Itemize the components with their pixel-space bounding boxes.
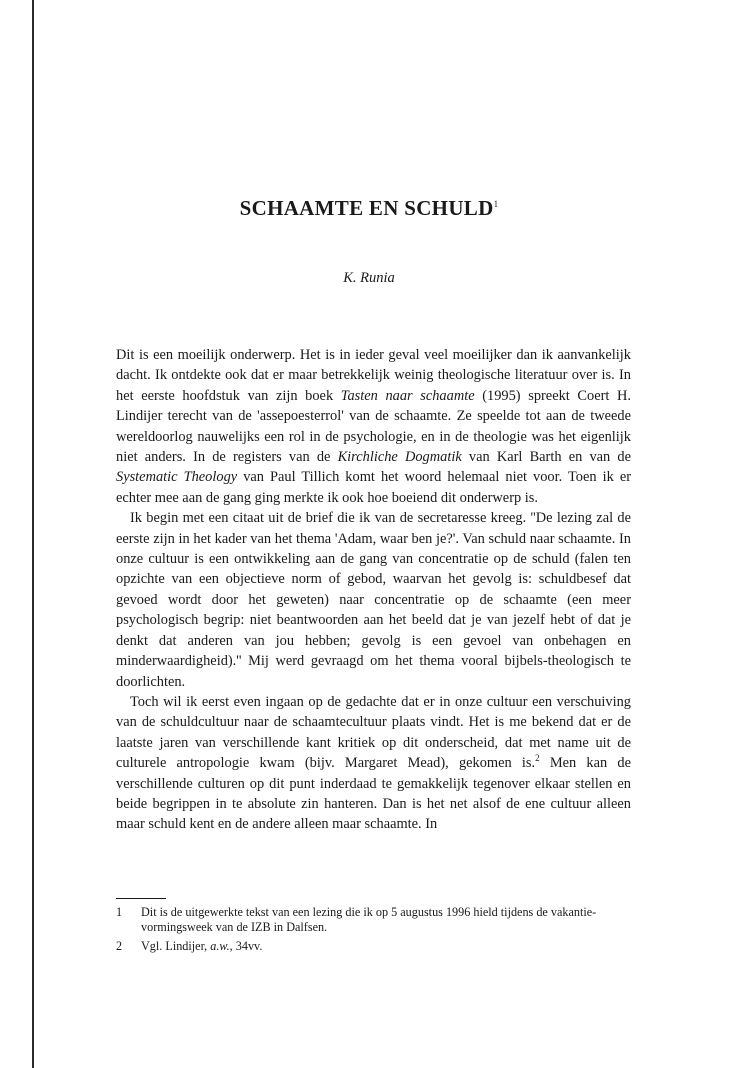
footnote-separator (116, 898, 166, 899)
article-title (0, 196, 738, 221)
footnote-1 (116, 905, 631, 935)
footnote-number: 1 (116, 905, 123, 919)
book-title-kirchliche-dogmatik: Kirchliche Dogmatik (337, 449, 462, 466)
article-title-text: SCHAAMTE EN SCHULD (239, 196, 494, 220)
page-binding-edge (32, 0, 34, 1068)
footnote-number: 2 (116, 939, 123, 953)
article-author: K. Runia (343, 270, 395, 286)
footnote-text: Dit is de uitgewerkte tekst van een lezing die ik op 5 augustus 1996 hield tijdens de vakantie-vormingsweek van de IZB in Dalfsen. (141, 905, 597, 934)
title-footnote-marker: 1 (493, 199, 499, 209)
article-body (116, 345, 631, 835)
footnote-text: Vgl. Lindijer, a.w., 34vv. (141, 939, 263, 953)
footnotes (116, 905, 631, 958)
book-title-tasten: Tasten naar schaamte (340, 387, 475, 404)
paragraph-1: Dit is een moeilijk onderwerp. Het is in ieder geval veel moeilijker dan ik aanvankelijk dacht. Ik ontdekte ook dat er maar betrekkelijk weinig theologische literatuur over is. In het eerste hoofdstuk van zijn boek Tasten naar schaamte (1995) spreekt Coert H. Lindijer terecht van de 'assepoesterrol' van de schaamte. Ze speelde tot aan de tweede wereldoorlog nauwelijks een rol in de psychologie, en in de theologie was het eigenlijk niet anders. In de registers van de Kirchliche Dogmatik van Karl Barth en van de Systematic Theology van Paul Tillich komt het woord helemaal niet voor. Toen ik er echter mee aan de gang ging merkte ik ook hoe boeiend dit onderwerp is. (116, 347, 632, 506)
footnote-marker-2: 2 (535, 753, 540, 764)
paragraph-3: Toch wil ik eerst even ingaan op de gedachte dat er in onze cultuur een verschuiving van de schuldcultuur naar de schaamtecultuur plaats vindt. Het is me bekend dat er de laatste jaren van verschillende kant kritiek op dit onderscheid, dat met name uit de culturele antropologie kwam (bijv. Margaret Mead), gekomen is.$^2$ Men kan de verschillende culturen op dit punt inderdaad te gemakkelijk tegenover elkaar stellen en beide begrippen in te absolute zin hanteren. Dan is het net alsof de ene cultuur alleen maar schuld kent en de andere alleen maar schaamte. In (116, 693, 631, 833)
paragraph-2: Ik begin met een citaat uit de brief die ik van de secretaresse kreeg. ''De lezing zal de eerste zijn in het kader van het thema 'Adam, waar ben je?'. Van schuld naar schaamte. In onze cultuur is een ontwikkeling aan de gang van concentratie op de schuld (falen ten opzichte van een objectieve norm of gebod, waarvan het gevolg is: schuldbesef dat gevoed wordt door het geweten) naar concentratie op de schaamte (een meer psychologisch begrip: niet beantwoorden aan het beeld dat je van jezelf hebt of dat je denkt dat anderen van jou hebben; gevolg is een gevoel van onbehagen en minderwaardigheid).'' Mij werd gevraagd om het thema vooral bijbels-theologisch te doorlichten. (116, 510, 631, 690)
footnote-2 (116, 939, 631, 954)
book-title-systematic-theology: Systematic Theology (116, 469, 238, 486)
